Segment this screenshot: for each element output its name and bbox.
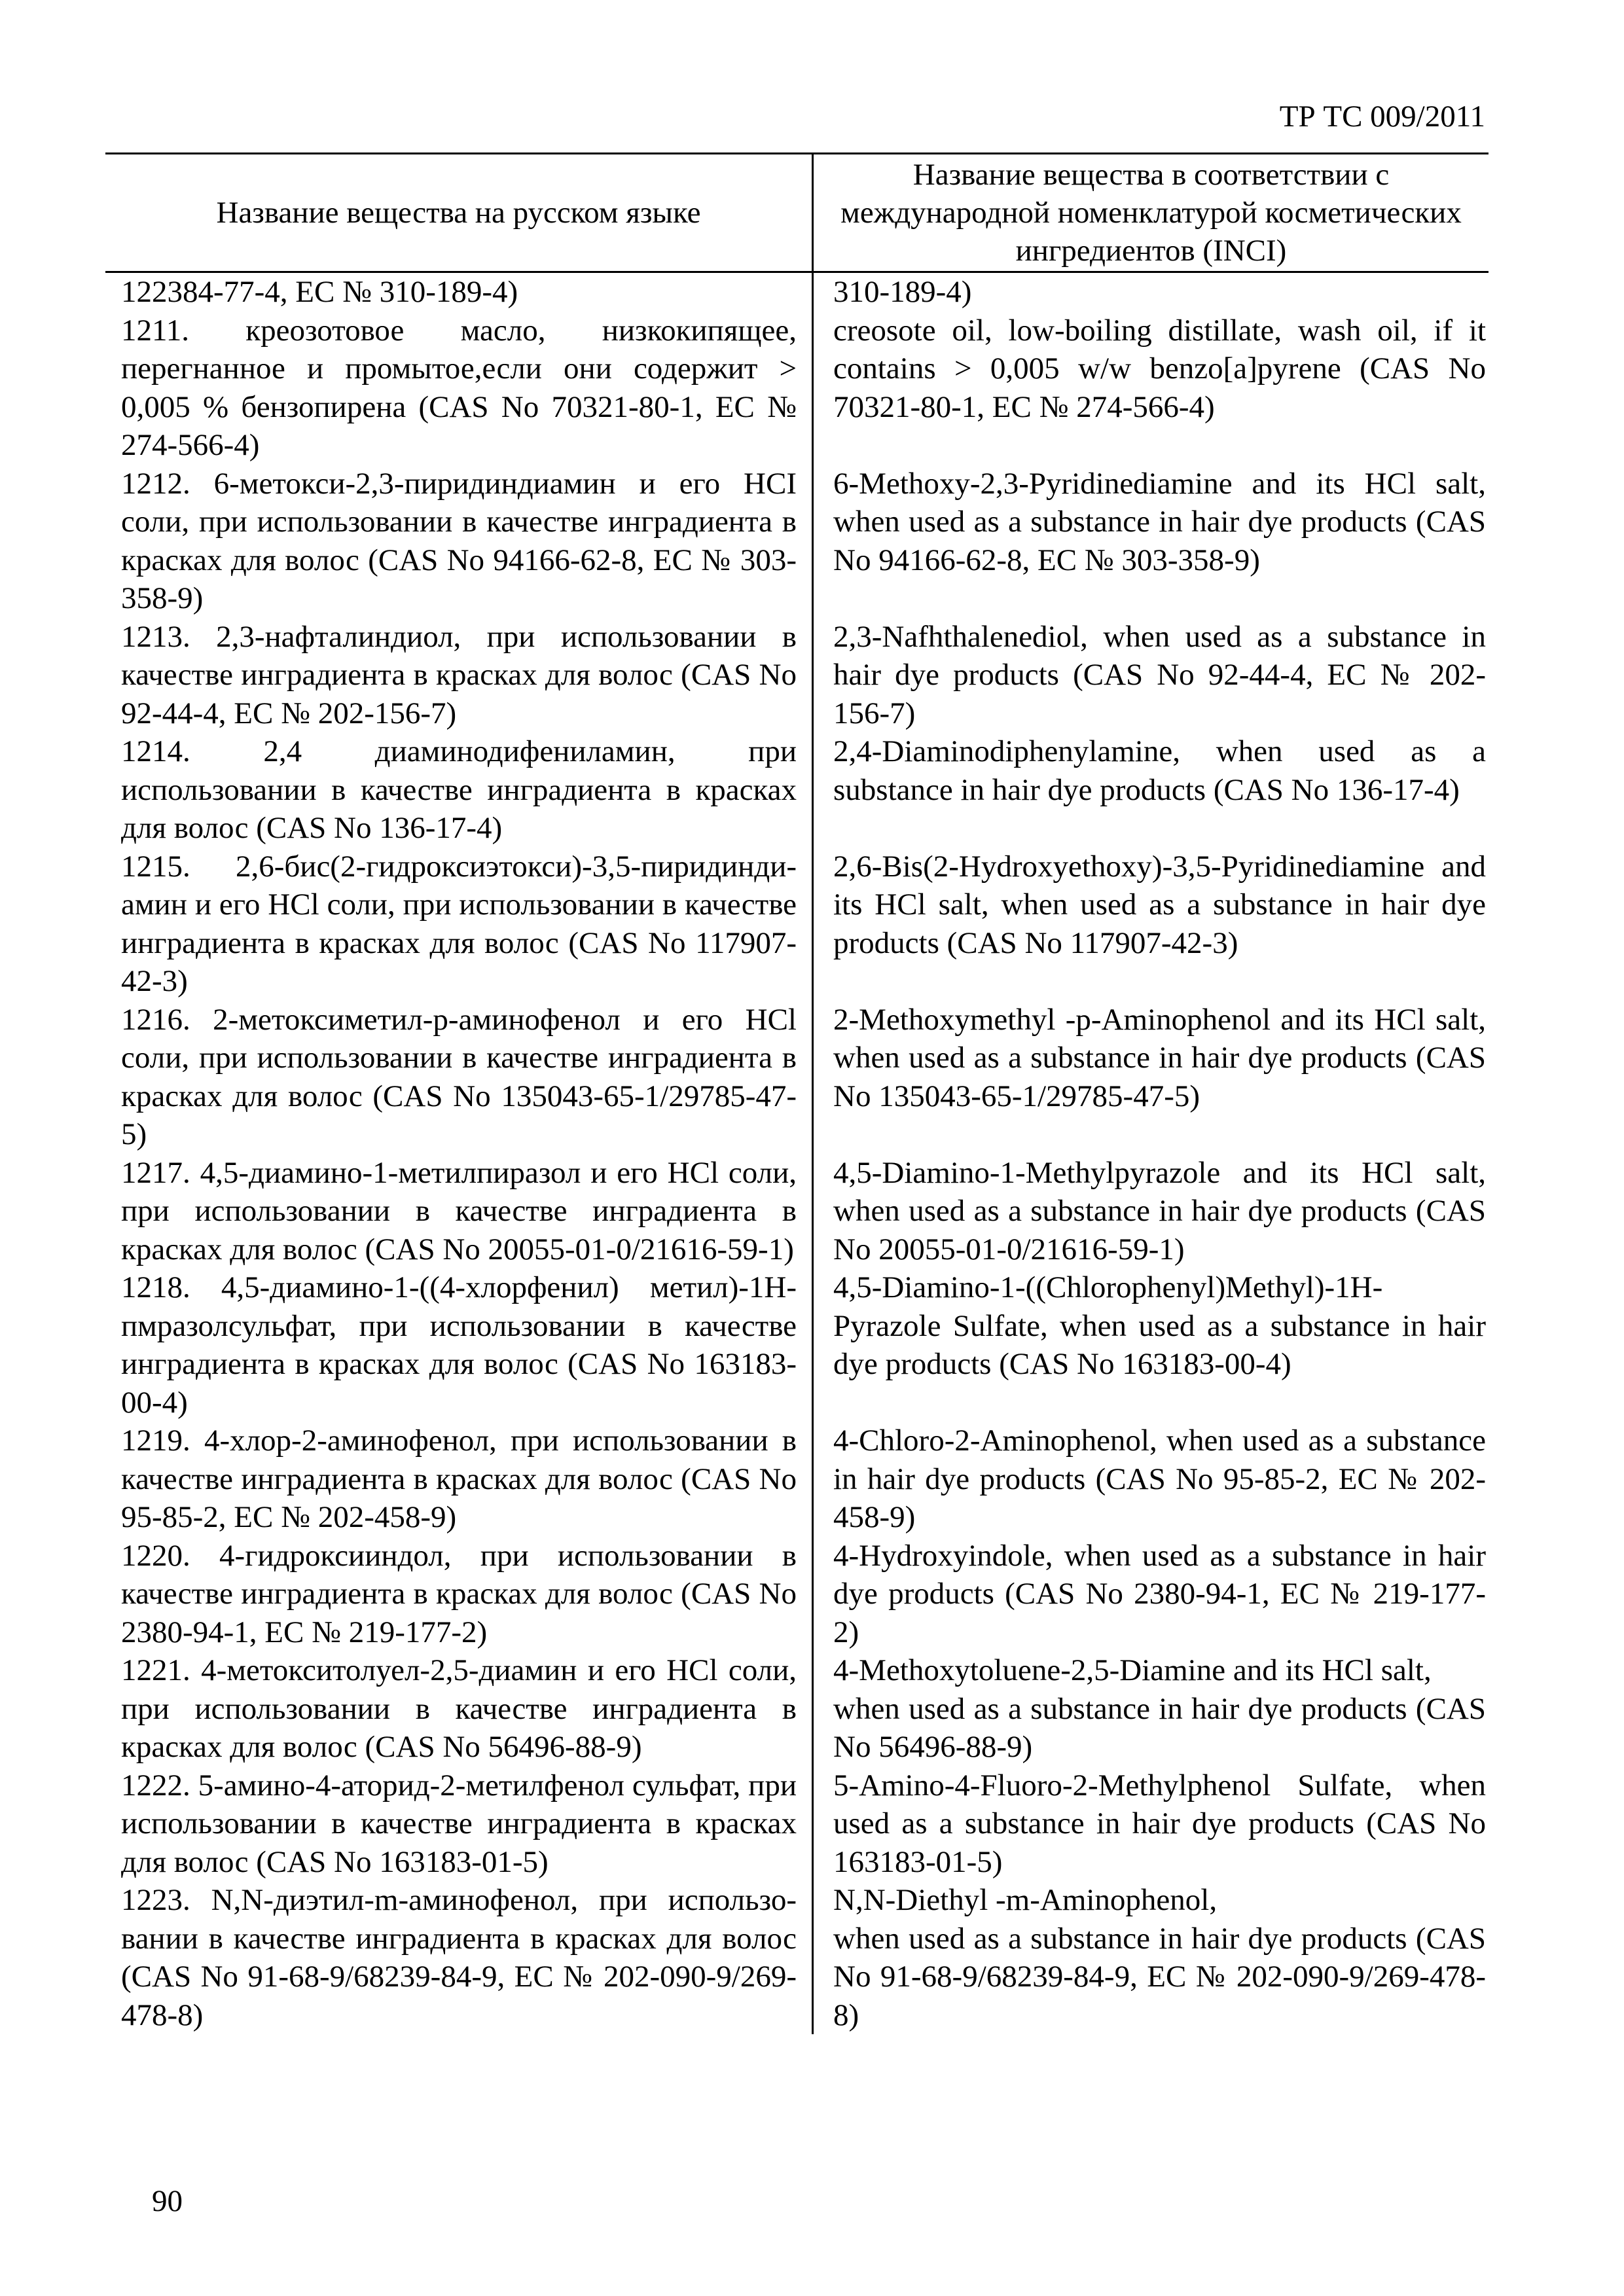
substance-name-ru: 1214. 2,4 диаминодифениламин, при использовании в качестве ингрaдиента в красках для волос (CAS No 136-17-4) [121, 734, 797, 845]
substance-name-inci: 310-189-4) [833, 275, 972, 309]
substance-name-ru: 1212. 6-метокси-2,3-пиридиндиамин и его HCI соли, при использовании в качестве ингрaдиента в красках для волос (CAS No 94166-62-8, ЕС № 303-358-9) [121, 466, 797, 615]
substance-name-inci: 4,5-Diamino-1-((Chlorophenyl)Methyl)-1H-Pyrazole Sulfate, when used as a substance in hair dye products (CAS No 163183-00-4) [833, 1270, 1486, 1381]
column-header-russian: Название вещества на русском языке [105, 154, 814, 271]
table-row [105, 1767, 1489, 1882]
table-row [105, 732, 1489, 848]
substance-name-inci: 4-Hydroxyindole, when used as a substance in hair dye products (CAS No 2380-94-1, ЕС № 219-177-2) [833, 1538, 1486, 1649]
table-row [105, 1001, 1489, 1154]
table-row [105, 1154, 1489, 1269]
substance-name-inci-line: N,N-Diethyl -m-Aminophenol, [833, 1883, 1218, 1917]
substance-name-inci-line: when used as a substance in hair dye products (CAS No 91-68-9/68239-84-9, ЕС № 202-090-9/269-478-8) [833, 1921, 1486, 2032]
table-row [105, 273, 1489, 312]
substance-name-inci: 4-Chloro-2-Aminophenol, when used as a substance in hair dye products (CAS No 95-85-2, ЕС № 202-458-9) [833, 1424, 1486, 1534]
substance-name-ru: 1218. 4,5-диамино-1-((4-хлорфенил) метил)-1H-пмразолсульфат, при использовании в качестве ингрaдиента в красках для волос (CAS No 163183-00-4) [121, 1270, 797, 1420]
substance-name-ru: 1223. N,N-диэтил-m-аминофенол, при использо-вании в качестве ингрaдиента в красках для волос (CAS No 91-68-9/68239-84-9, ЕС № 202-090-9/269-478-8) [121, 1883, 797, 2032]
substance-name-inci-line: 4-Methoxytoluene-2,5-Diamine and its HCl salt, [833, 1653, 1432, 1687]
substance-name-inci-line: when used as a substance in hair dye products (CAS No 56496-88-9) [833, 1691, 1486, 1764]
substance-name-inci [814, 1881, 1489, 2034]
substance-name-ru: 1221. 4-метокситолуел-2,5-диамин и его HCl соли, при использовании в качестве ингрaдиента в красках для волос (CAS No 56496-88-9) [121, 1653, 797, 1764]
substance-name-ru: 1217. 4,5-диамино-1-метилпиразол и его HCl соли, при использовании в качестве ингрaдиента в красках для волос (CAS No 20055-01-0/21616-59-1) [121, 1155, 797, 1266]
substance-name-inci: 5-Amino-4-Fluoro-2-Methylphenol Sulfate, when used as a substance in hair dye products (CAS No 163183-01-5) [833, 1768, 1486, 1879]
table-row [105, 312, 1489, 465]
substance-name-inci: creosote oil, low-boiling distillate, wash oil, if it contains > 0,005 w/w benzo[a]pyrene (CAS No 70321-80-1, ЕС № 274-566-4) [833, 313, 1486, 424]
substance-name-ru: 1215. 2,6-бис(2-гидроксиэтокси)-3,5-пиридинди-амин и его HCl соли, при использовании в качестве ингрaдиента в красках для волос (CAS No 117907-42-3) [121, 849, 797, 998]
substance-name-ru: 1211. креозотовое масло, низкокипящее, перегнанное и промытое,если они содержит > 0,005 % бензопирена (CAS No 70321-80-1, ЕС № 274-566-4) [121, 313, 797, 462]
table-row [105, 1651, 1489, 1767]
table-body [105, 273, 1489, 2034]
substance-name-ru: 122384-77-4, ЕС № 310-189-4) [121, 275, 518, 309]
document-code: ТР ТС 009/2011 [1279, 99, 1485, 134]
table-row [105, 1268, 1489, 1422]
substance-name-inci: 4,5-Diamino-1-Methylpyrazole and its HCl salt, when used as a substance in hair dye products (CAS No 20055-01-0/21616-59-1) [833, 1155, 1486, 1266]
substance-name-inci: 2,3-Nafhthalenediol, when used as a substance in hair dye products (CAS No 92-44-4, ЕС № 202-156-7) [833, 619, 1486, 730]
substance-name-ru: 1222. 5-амино-4-аторид-2-метилфенол сульфат, при использовании в качестве ингрaдиента в красках для волос (CAS No 163183-01-5) [121, 1768, 797, 1879]
substance-name-inci: 6-Methoxy-2,3-Pyridinediamine and its HCl salt, when used as a substance in hair dye products (CAS No 94166-62-8, ЕС № 303-358-9) [833, 466, 1486, 577]
column-header-inci: Название вещества в соответствии с международной номенклатурой косметических ингредиентов (INCI) [840, 158, 1462, 268]
table-row [105, 1881, 1489, 2034]
substance-name-inci: 2,4-Diaminodiphenylamine, when used as a substance in hair dye products (CAS No 136-17-4) [833, 734, 1486, 807]
substance-name-ru: 1213. 2,3-нафталиндиол, при использовании в качестве ингрaдиента в красках для волос (CAS No 92-44-4, ЕС № 202-156-7) [121, 619, 797, 730]
substance-name-ru: 1219. 4-хлор-2-аминофенол, при использовании в качестве ингрaдиента в красках для волос (CAS No 95-85-2, ЕС № 202-458-9) [121, 1424, 797, 1534]
table-header [105, 152, 1489, 273]
table-row [105, 618, 1489, 733]
table-row [105, 1537, 1489, 1652]
substance-name-ru: 1216. 2-метоксиметил-p-аминофенол и его HCl соли, при использовании в качестве ингрaдиента в красках для волос (CAS No 135043-65-1/29785-47-5) [121, 1002, 797, 1151]
substance-name-inci [814, 1651, 1489, 1767]
table-row [105, 848, 1489, 1001]
table-row [105, 1422, 1489, 1537]
substance-name-ru: 1220. 4-гидроксииндол, при использовании в качестве ингрaдиента в красках для волос (CAS No 2380-94-1, ЕС № 219-177-2) [121, 1538, 797, 1649]
table-row [105, 465, 1489, 618]
substances-table [105, 152, 1489, 2034]
substance-name-inci: 2,6-Bis(2-Hydroxyethoxy)-3,5-Pyridinediamine and its HCl salt, when used as a substance in hair dye products (CAS No 117907-42-3) [833, 849, 1486, 960]
substance-name-inci: 2-Methoxymethyl -p-Aminophenol and its HCl salt, when used as a substance in hair dye products (CAS No 135043-65-1/29785-47-5) [833, 1002, 1486, 1113]
page-number: 90 [152, 2184, 183, 2218]
